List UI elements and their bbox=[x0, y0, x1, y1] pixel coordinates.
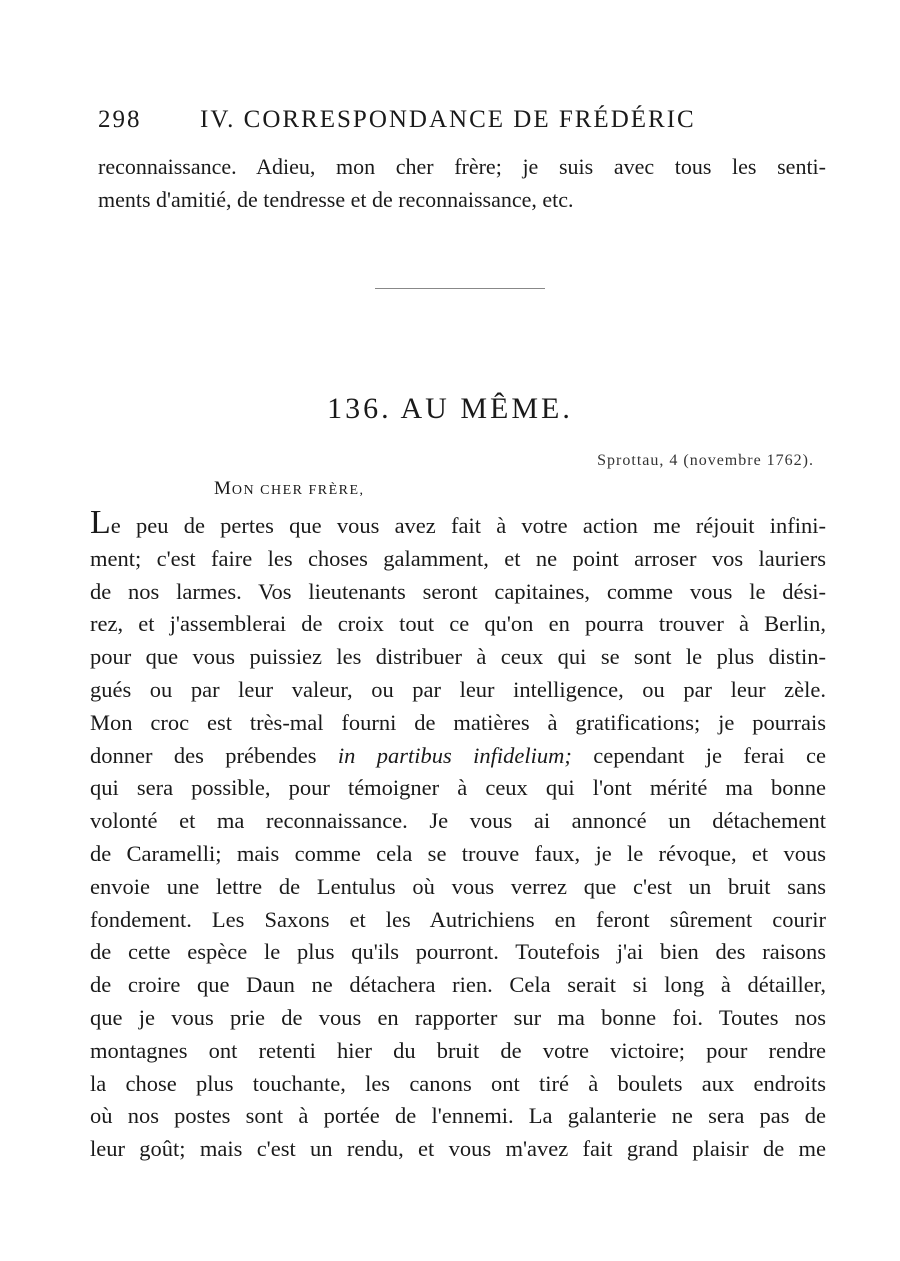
salutation-initial: M bbox=[214, 478, 232, 499]
body-line bbox=[90, 608, 826, 641]
line-text: de nos larmes. Vos lieutenants seront capitaines, comme vous le dési- bbox=[90, 578, 826, 604]
line-text: envoie une lettre de Lentulus où vous verrez que c'est un bruit sans bbox=[90, 873, 826, 899]
body-line bbox=[90, 805, 826, 838]
line-text: e peu de pertes que vous avez fait à votre action me réjouit infini- bbox=[110, 513, 826, 538]
line-text: volonté et ma reconnaissance. Je vous ai annoncé un détachement bbox=[90, 808, 826, 834]
body-line bbox=[90, 641, 826, 674]
line-text: de croire que Daun ne détachera rien. Cela serait si long à détailler, bbox=[90, 972, 826, 998]
running-title: IV. CORRESPONDANCE DE FRÉDÉRIC bbox=[200, 106, 696, 133]
line-text: montagnes ont retenti hier du bruit de votre victoire; pour rendre bbox=[90, 1037, 826, 1063]
body-line bbox=[90, 740, 826, 773]
line-text: donner des prébendes bbox=[90, 742, 338, 768]
body-line bbox=[90, 1035, 826, 1068]
line-text: gués ou par leur valeur, ou par leur intelligence, ou par leur zèle. bbox=[90, 676, 826, 702]
line-text: pour que vous puissiez les distribuer à ceux qui se sont le plus distin- bbox=[90, 644, 826, 670]
line-text: ment; c'est faire les choses galamment, et ne point arroser vos lauriers bbox=[90, 545, 826, 571]
body-line bbox=[90, 969, 826, 1002]
line-text: cependant je ferai ce bbox=[571, 742, 826, 768]
line-text: où nos postes sont à portée de l'ennemi. La galanterie ne sera pas de bbox=[90, 1103, 826, 1129]
line-text: Mon croc est très-mal fourni de matières à gratifications; je pourrais bbox=[90, 709, 826, 735]
line-text: fondement. Les Saxons et les Autrichiens en feront sûrement courir bbox=[90, 906, 826, 932]
line-text: rez, et j'assemblerai de croix tout ce qu'on en pourra trouver à Berlin, bbox=[90, 611, 826, 637]
salutation bbox=[214, 478, 365, 500]
text-line: ments d'amitié, de tendresse et de reconnaissance, etc. bbox=[98, 187, 574, 212]
body-line bbox=[90, 674, 826, 707]
page-number: 298 bbox=[98, 106, 142, 133]
body-line bbox=[90, 936, 826, 969]
letter-body bbox=[90, 506, 826, 1166]
line-text: qui sera possible, pour témoigner à ceux qui l'ont mérité ma bonne bbox=[90, 775, 826, 801]
body-line bbox=[90, 1002, 826, 1035]
section-divider bbox=[375, 288, 545, 289]
body-line bbox=[90, 707, 826, 740]
line-text: leur goût; mais c'est un rendu, et vous m'avez fait grand plaisir de me bbox=[90, 1136, 826, 1162]
letter-dateline: Sprottau, 4 (novembre 1762). bbox=[597, 452, 814, 469]
body-line bbox=[90, 871, 826, 904]
line-text: de Caramelli; mais comme cela se trouve faux, je le révoque, et vous bbox=[90, 840, 826, 866]
body-line bbox=[90, 1100, 826, 1133]
line-text: de cette espèce le plus qu'ils pourront. Toutefois j'ai bien des raisons bbox=[90, 939, 826, 965]
drop-cap: L bbox=[90, 504, 111, 541]
line-text: la chose plus touchante, les canons ont tiré à boulets aux endroits bbox=[90, 1070, 826, 1096]
salutation-rest: ON CHER FRÈRE, bbox=[231, 483, 365, 498]
body-line bbox=[90, 772, 826, 805]
letter-heading: 136. AU MÊME. bbox=[327, 392, 573, 425]
previous-letter-ending bbox=[98, 150, 826, 216]
body-line bbox=[90, 838, 826, 871]
body-line bbox=[90, 904, 826, 937]
text-line: reconnaissance. Adieu, mon cher frère; je suis avec tous les senti- bbox=[98, 154, 826, 179]
running-head bbox=[98, 106, 818, 140]
body-line bbox=[90, 543, 826, 576]
body-line bbox=[90, 506, 826, 543]
body-line bbox=[90, 1133, 826, 1166]
italic-phrase: in partibus infidelium; bbox=[337, 742, 572, 768]
body-line bbox=[90, 576, 826, 609]
body-line bbox=[90, 1068, 826, 1101]
line-text: que je vous prie de vous en rapporter sur ma bonne foi. Toutes nos bbox=[90, 1004, 826, 1030]
